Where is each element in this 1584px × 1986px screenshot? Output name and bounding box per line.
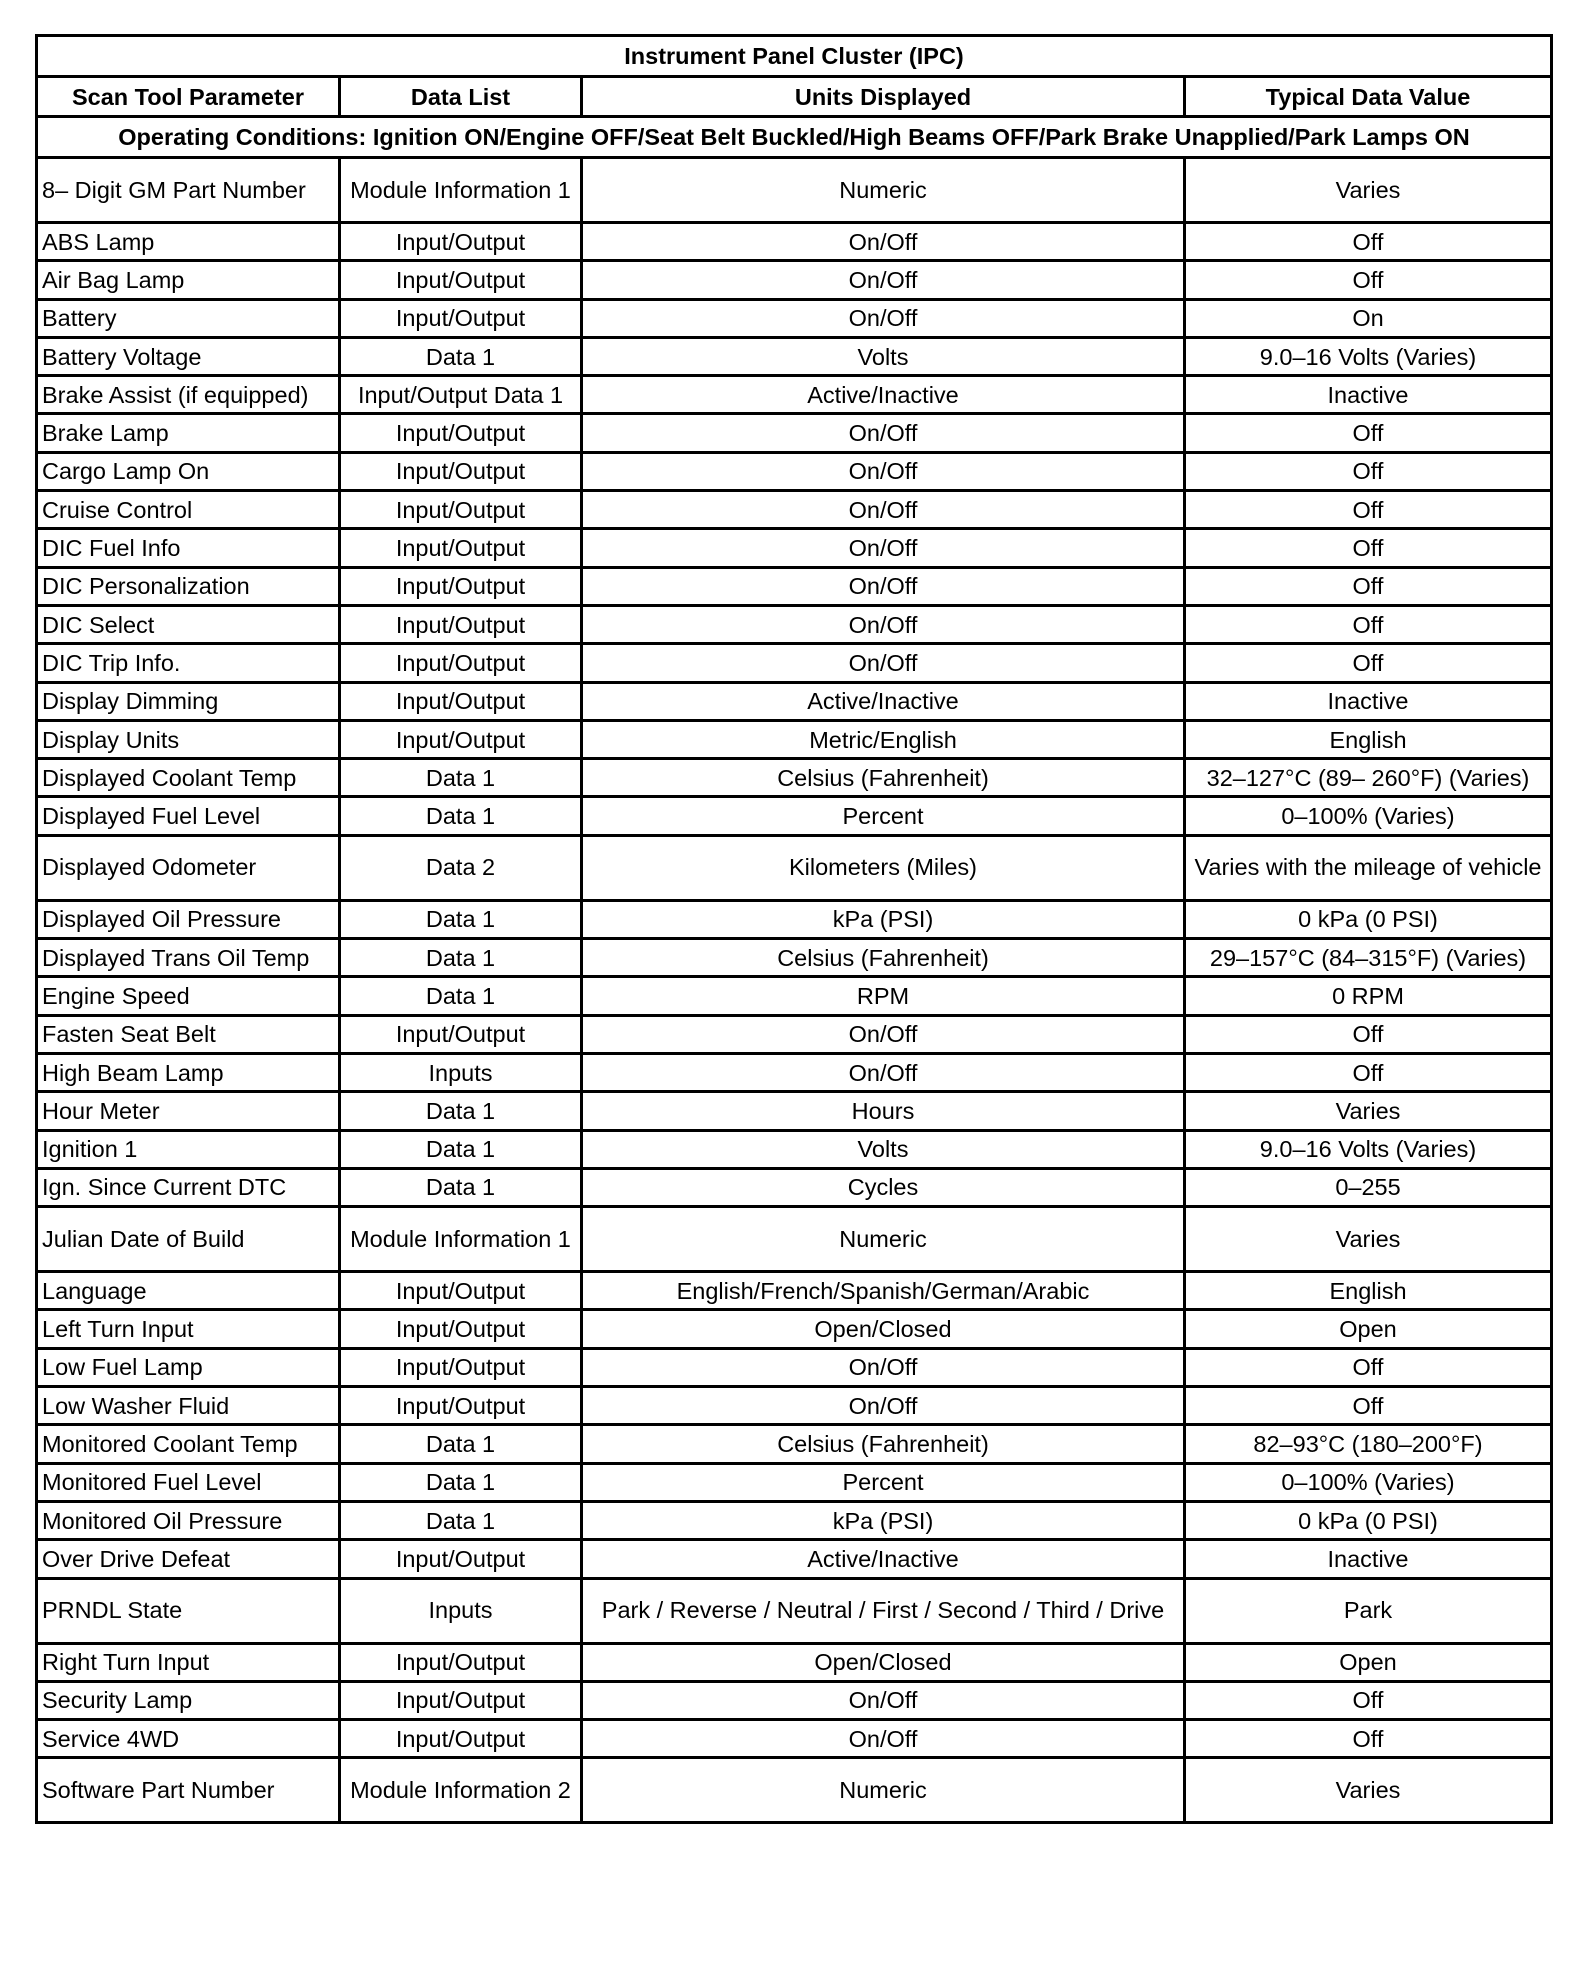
table-row <box>37 1310 1552 1348</box>
cell-typical-data-value: 0–100% (Varies) <box>1185 797 1552 835</box>
cell-typical-data-value: 0 kPa (0 PSI) <box>1185 1501 1552 1539</box>
table-row <box>37 759 1552 797</box>
table-title: Instrument Panel Cluster (IPC) <box>37 36 1552 77</box>
cell-data-list: Input/Output <box>340 529 582 567</box>
cell-units-displayed: Celsius (Fahrenheit) <box>582 759 1185 797</box>
cell-data-list: Inputs <box>340 1578 582 1643</box>
cell-scan-tool-parameter: Monitored Fuel Level <box>37 1463 340 1501</box>
cell-typical-data-value: Off <box>1185 1348 1552 1386</box>
cell-scan-tool-parameter: Brake Lamp <box>37 414 340 452</box>
table-row <box>37 529 1552 567</box>
table-row <box>37 491 1552 529</box>
cell-units-displayed: Celsius (Fahrenheit) <box>582 939 1185 977</box>
cell-typical-data-value: Off <box>1185 452 1552 490</box>
cell-scan-tool-parameter: Monitored Coolant Temp <box>37 1425 340 1463</box>
cell-units-displayed: On/Off <box>582 1720 1185 1758</box>
cell-units-displayed: On/Off <box>582 1015 1185 1053</box>
cell-typical-data-value: Varies with the mileage of vehicle <box>1185 835 1552 900</box>
cell-typical-data-value: 9.0–16 Volts (Varies) <box>1185 337 1552 375</box>
cell-data-list: Input/Output <box>340 1720 582 1758</box>
cell-scan-tool-parameter: Displayed Oil Pressure <box>37 900 340 938</box>
cell-scan-tool-parameter: Displayed Trans Oil Temp <box>37 939 340 977</box>
cell-data-list: Module Information 2 <box>340 1758 582 1823</box>
cell-typical-data-value: 0–255 <box>1185 1168 1552 1206</box>
cell-data-list: Data 1 <box>340 1463 582 1501</box>
cell-scan-tool-parameter: Low Washer Fluid <box>37 1387 340 1425</box>
cell-typical-data-value: Off <box>1185 567 1552 605</box>
cell-data-list: Data 2 <box>340 835 582 900</box>
cell-data-list: Input/Output <box>340 644 582 682</box>
cell-typical-data-value: 0 kPa (0 PSI) <box>1185 900 1552 938</box>
cell-typical-data-value: Off <box>1185 414 1552 452</box>
cell-units-displayed: On/Off <box>582 1053 1185 1091</box>
operating-conditions-row <box>37 117 1552 158</box>
table-title-row <box>37 36 1552 77</box>
cell-units-displayed: Numeric <box>582 1758 1185 1823</box>
cell-units-displayed: RPM <box>582 977 1185 1015</box>
table-row <box>37 299 1552 337</box>
cell-scan-tool-parameter: ABS Lamp <box>37 223 340 261</box>
cell-typical-data-value: Open <box>1185 1643 1552 1681</box>
cell-typical-data-value: Off <box>1185 1720 1552 1758</box>
table-row <box>37 939 1552 977</box>
cell-typical-data-value: Off <box>1185 1387 1552 1425</box>
cell-data-list: Data 1 <box>340 337 582 375</box>
table-row <box>37 1681 1552 1719</box>
cell-typical-data-value: English <box>1185 720 1552 758</box>
cell-scan-tool-parameter: Air Bag Lamp <box>37 261 340 299</box>
cell-typical-data-value: Varies <box>1185 1092 1552 1130</box>
cell-data-list: Input/Output <box>340 261 582 299</box>
column-header-units-displayed: Units Displayed <box>582 77 1185 117</box>
cell-units-displayed: On/Off <box>582 299 1185 337</box>
table-row <box>37 1092 1552 1130</box>
cell-scan-tool-parameter: Security Lamp <box>37 1681 340 1719</box>
cell-units-displayed: Park / Reverse / Neutral / First / Second / Third / Drive <box>582 1578 1185 1643</box>
cell-scan-tool-parameter: PRNDL State <box>37 1578 340 1643</box>
cell-scan-tool-parameter: Hour Meter <box>37 1092 340 1130</box>
table-row <box>37 1501 1552 1539</box>
cell-data-list: Input/Output Data 1 <box>340 376 582 414</box>
cell-scan-tool-parameter: Display Dimming <box>37 682 340 720</box>
cell-data-list: Input/Output <box>340 1348 582 1386</box>
cell-scan-tool-parameter: Cruise Control <box>37 491 340 529</box>
cell-data-list: Inputs <box>340 1053 582 1091</box>
cell-data-list: Input/Output <box>340 567 582 605</box>
cell-data-list: Data 1 <box>340 1092 582 1130</box>
cell-data-list: Data 1 <box>340 1425 582 1463</box>
cell-data-list: Input/Output <box>340 1643 582 1681</box>
cell-data-list: Input/Output <box>340 299 582 337</box>
cell-data-list: Data 1 <box>340 977 582 1015</box>
cell-units-displayed: Volts <box>582 1130 1185 1168</box>
cell-data-list: Data 1 <box>340 1130 582 1168</box>
cell-data-list: Input/Output <box>340 414 582 452</box>
cell-scan-tool-parameter: Ignition 1 <box>37 1130 340 1168</box>
table-row <box>37 605 1552 643</box>
cell-data-list: Input/Output <box>340 1540 582 1578</box>
cell-typical-data-value: Varies <box>1185 1207 1552 1272</box>
cell-units-displayed: On/Off <box>582 605 1185 643</box>
table-header-row <box>37 77 1552 117</box>
cell-scan-tool-parameter: Battery Voltage <box>37 337 340 375</box>
table-row <box>37 1015 1552 1053</box>
cell-typical-data-value: Off <box>1185 223 1552 261</box>
cell-scan-tool-parameter: Displayed Odometer <box>37 835 340 900</box>
table-body <box>37 158 1552 1823</box>
cell-units-displayed: Open/Closed <box>582 1310 1185 1348</box>
cell-units-displayed: Celsius (Fahrenheit) <box>582 1425 1185 1463</box>
column-header-typical-data-value: Typical Data Value <box>1185 77 1552 117</box>
cell-units-displayed: On/Off <box>582 452 1185 490</box>
cell-units-displayed: On/Off <box>582 644 1185 682</box>
table-row <box>37 223 1552 261</box>
table-row <box>37 337 1552 375</box>
cell-typical-data-value: Off <box>1185 1681 1552 1719</box>
table-row <box>37 1463 1552 1501</box>
cell-typical-data-value: Off <box>1185 529 1552 567</box>
cell-units-displayed: On/Off <box>582 1387 1185 1425</box>
cell-units-displayed: Hours <box>582 1092 1185 1130</box>
cell-typical-data-value: English <box>1185 1272 1552 1310</box>
cell-data-list: Input/Output <box>340 720 582 758</box>
cell-data-list: Data 1 <box>340 939 582 977</box>
table-row <box>37 1758 1552 1823</box>
cell-data-list: Input/Output <box>340 682 582 720</box>
cell-units-displayed: Percent <box>582 797 1185 835</box>
cell-scan-tool-parameter: Right Turn Input <box>37 1643 340 1681</box>
cell-units-displayed: On/Off <box>582 1348 1185 1386</box>
cell-units-displayed: Numeric <box>582 1207 1185 1272</box>
cell-scan-tool-parameter: Software Part Number <box>37 1758 340 1823</box>
cell-data-list: Input/Output <box>340 491 582 529</box>
cell-scan-tool-parameter: Display Units <box>37 720 340 758</box>
table-row <box>37 1207 1552 1272</box>
cell-units-displayed: On/Off <box>582 414 1185 452</box>
cell-data-list: Data 1 <box>340 759 582 797</box>
table-row <box>37 1720 1552 1758</box>
cell-typical-data-value: Open <box>1185 1310 1552 1348</box>
table-row <box>37 1643 1552 1681</box>
cell-units-displayed: On/Off <box>582 529 1185 567</box>
cell-units-displayed: Metric/English <box>582 720 1185 758</box>
cell-scan-tool-parameter: Fasten Seat Belt <box>37 1015 340 1053</box>
cell-data-list: Input/Output <box>340 1272 582 1310</box>
table-row <box>37 1053 1552 1091</box>
cell-units-displayed: English/French/Spanish/German/Arabic <box>582 1272 1185 1310</box>
cell-scan-tool-parameter: Julian Date of Build <box>37 1207 340 1272</box>
ipc-data-table <box>35 34 1553 1824</box>
cell-scan-tool-parameter: DIC Trip Info. <box>37 644 340 682</box>
cell-typical-data-value: Off <box>1185 261 1552 299</box>
table-row <box>37 1130 1552 1168</box>
cell-scan-tool-parameter: DIC Select <box>37 605 340 643</box>
cell-data-list: Data 1 <box>340 1168 582 1206</box>
cell-scan-tool-parameter: Ign. Since Current DTC <box>37 1168 340 1206</box>
table-row <box>37 1578 1552 1643</box>
cell-typical-data-value: 0 RPM <box>1185 977 1552 1015</box>
cell-scan-tool-parameter: Low Fuel Lamp <box>37 1348 340 1386</box>
cell-typical-data-value: Inactive <box>1185 1540 1552 1578</box>
table-row <box>37 797 1552 835</box>
cell-units-displayed: Cycles <box>582 1168 1185 1206</box>
cell-typical-data-value: Varies <box>1185 158 1552 223</box>
table-row <box>37 720 1552 758</box>
cell-data-list: Input/Output <box>340 1015 582 1053</box>
cell-typical-data-value: 0–100% (Varies) <box>1185 1463 1552 1501</box>
cell-units-displayed: On/Off <box>582 1681 1185 1719</box>
cell-typical-data-value: Park <box>1185 1578 1552 1643</box>
cell-data-list: Data 1 <box>340 797 582 835</box>
cell-data-list: Input/Output <box>340 1387 582 1425</box>
cell-scan-tool-parameter: Displayed Fuel Level <box>37 797 340 835</box>
cell-typical-data-value: 82–93°C (180–200°F) <box>1185 1425 1552 1463</box>
cell-data-list: Input/Output <box>340 605 582 643</box>
cell-data-list: Module Information 1 <box>340 1207 582 1272</box>
table-row <box>37 158 1552 223</box>
cell-units-displayed: Numeric <box>582 158 1185 223</box>
cell-units-displayed: Active/Inactive <box>582 682 1185 720</box>
cell-typical-data-value: On <box>1185 299 1552 337</box>
cell-data-list: Data 1 <box>340 1501 582 1539</box>
table-row <box>37 835 1552 900</box>
cell-scan-tool-parameter: High Beam Lamp <box>37 1053 340 1091</box>
table-row <box>37 1540 1552 1578</box>
cell-units-displayed: Volts <box>582 337 1185 375</box>
table-row <box>37 261 1552 299</box>
cell-typical-data-value: 29–157°C (84–315°F) (Varies) <box>1185 939 1552 977</box>
column-header-scan-tool-parameter: Scan Tool Parameter <box>37 77 340 117</box>
cell-scan-tool-parameter: Service 4WD <box>37 1720 340 1758</box>
cell-units-displayed: On/Off <box>582 261 1185 299</box>
cell-data-list: Input/Output <box>340 1310 582 1348</box>
cell-units-displayed: On/Off <box>582 567 1185 605</box>
cell-scan-tool-parameter: Language <box>37 1272 340 1310</box>
table-row <box>37 682 1552 720</box>
operating-conditions: Operating Conditions: Ignition ON/Engine OFF/Seat Belt Buckled/High Beams OFF/Park Brake Unapplied/Park Lamps ON <box>37 117 1552 158</box>
cell-scan-tool-parameter: 8– Digit GM Part Number <box>37 158 340 223</box>
cell-scan-tool-parameter: Cargo Lamp On <box>37 452 340 490</box>
table-row <box>37 1168 1552 1206</box>
cell-data-list: Input/Output <box>340 223 582 261</box>
cell-units-displayed: Open/Closed <box>582 1643 1185 1681</box>
cell-data-list: Module Information 1 <box>340 158 582 223</box>
cell-scan-tool-parameter: Displayed Coolant Temp <box>37 759 340 797</box>
cell-scan-tool-parameter: Brake Assist (if equipped) <box>37 376 340 414</box>
cell-units-displayed: Active/Inactive <box>582 376 1185 414</box>
cell-typical-data-value: Off <box>1185 605 1552 643</box>
cell-units-displayed: Kilometers (Miles) <box>582 835 1185 900</box>
table-row <box>37 1348 1552 1386</box>
cell-typical-data-value: Inactive <box>1185 376 1552 414</box>
cell-units-displayed: kPa (PSI) <box>582 1501 1185 1539</box>
cell-typical-data-value: Off <box>1185 491 1552 529</box>
cell-units-displayed: Active/Inactive <box>582 1540 1185 1578</box>
cell-units-displayed: On/Off <box>582 491 1185 529</box>
cell-typical-data-value: 9.0–16 Volts (Varies) <box>1185 1130 1552 1168</box>
cell-units-displayed: kPa (PSI) <box>582 900 1185 938</box>
cell-typical-data-value: Off <box>1185 644 1552 682</box>
cell-units-displayed: On/Off <box>582 223 1185 261</box>
table-row <box>37 1425 1552 1463</box>
column-header-data-list: Data List <box>340 77 582 117</box>
cell-scan-tool-parameter: Over Drive Defeat <box>37 1540 340 1578</box>
cell-typical-data-value: Off <box>1185 1053 1552 1091</box>
table-row <box>37 977 1552 1015</box>
cell-units-displayed: Percent <box>582 1463 1185 1501</box>
table-row <box>37 644 1552 682</box>
cell-data-list: Data 1 <box>340 900 582 938</box>
cell-typical-data-value: Off <box>1185 1015 1552 1053</box>
cell-data-list: Input/Output <box>340 1681 582 1719</box>
cell-scan-tool-parameter: Monitored Oil Pressure <box>37 1501 340 1539</box>
cell-scan-tool-parameter: Battery <box>37 299 340 337</box>
table-row <box>37 452 1552 490</box>
cell-typical-data-value: 32–127°C (89– 260°F) (Varies) <box>1185 759 1552 797</box>
table-row <box>37 414 1552 452</box>
cell-scan-tool-parameter: DIC Fuel Info <box>37 529 340 567</box>
cell-scan-tool-parameter: Left Turn Input <box>37 1310 340 1348</box>
table-row <box>37 376 1552 414</box>
cell-scan-tool-parameter: DIC Personalization <box>37 567 340 605</box>
cell-typical-data-value: Varies <box>1185 1758 1552 1823</box>
table-row <box>37 900 1552 938</box>
table-row <box>37 567 1552 605</box>
table-row <box>37 1387 1552 1425</box>
cell-data-list: Input/Output <box>340 452 582 490</box>
table-row <box>37 1272 1552 1310</box>
cell-scan-tool-parameter: Engine Speed <box>37 977 340 1015</box>
cell-typical-data-value: Inactive <box>1185 682 1552 720</box>
